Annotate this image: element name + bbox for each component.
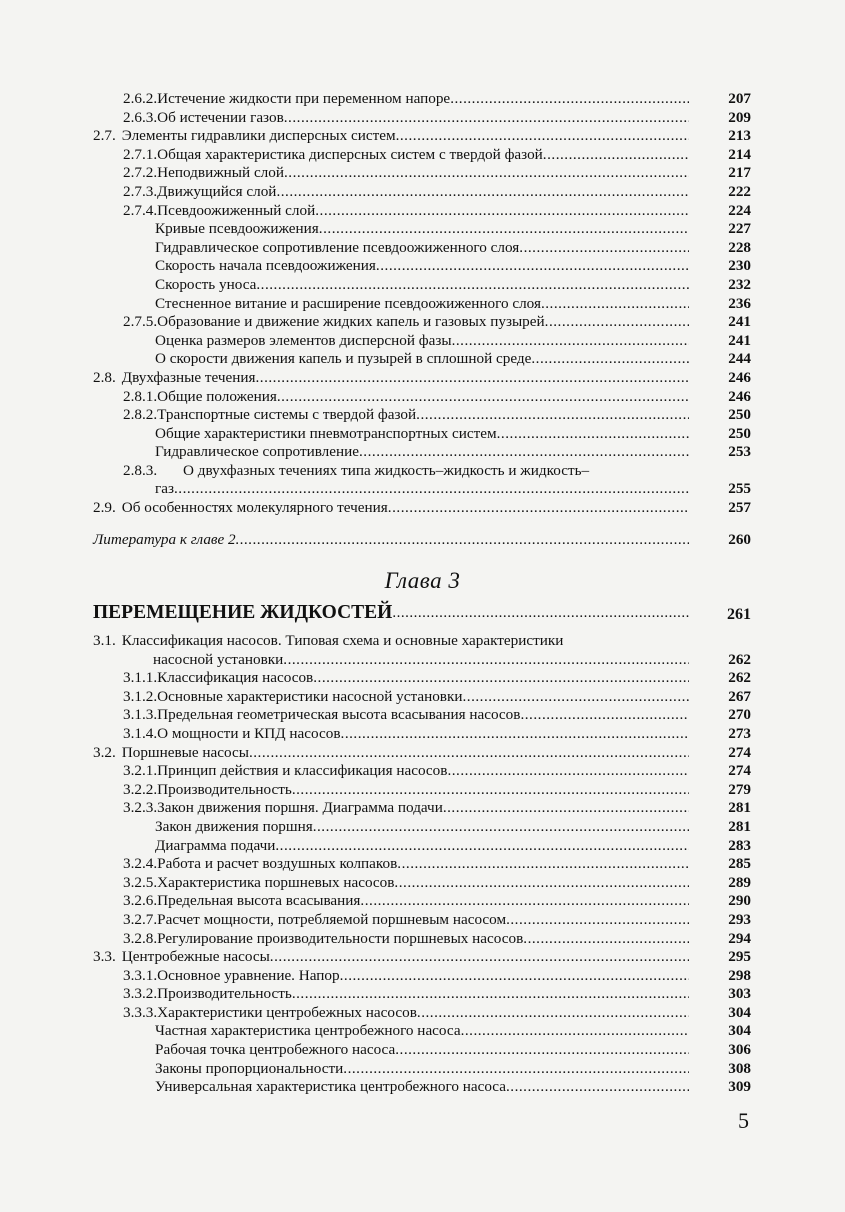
toc-entry-title: Основные характеристики насосной установки: [157, 687, 463, 705]
toc-entry-number: 2.7.3.: [123, 182, 158, 200]
toc-entry-title: насосной установки: [153, 650, 284, 668]
toc-entry-title: Частная характеристика центробежного насоса: [155, 1022, 461, 1040]
toc-entry-number: 3.1.3.: [123, 706, 158, 724]
toc-entry-number: 3.2.8.: [123, 929, 158, 947]
toc-entry[interactable]: [93, 930, 753, 949]
toc-entry-page: 273: [728, 724, 751, 742]
toc-entry[interactable]: [93, 799, 753, 818]
toc-entry[interactable]: [93, 109, 753, 128]
toc-entry-page: 309: [728, 1078, 751, 1096]
toc-entry-title: Производительность: [157, 780, 292, 798]
toc-entry-title: Движущийся слой: [157, 182, 277, 200]
toc-entry[interactable]: [93, 127, 753, 146]
toc-entry[interactable]: [93, 1060, 753, 1079]
leader-dots: [340, 967, 689, 986]
toc-entry-title: Гидравлическое сопротивление: [155, 443, 359, 461]
toc-entry[interactable]: [93, 1078, 753, 1097]
toc-entry-page: 308: [728, 1059, 751, 1077]
toc-entry-number: 3.2.3.: [123, 799, 158, 817]
toc-entry[interactable]: [93, 1004, 753, 1023]
toc-entry-number: 3.2.1.: [123, 762, 158, 780]
leader-dots: [174, 480, 689, 499]
toc-entry[interactable]: [93, 276, 753, 295]
toc-entry-page: 262: [728, 650, 751, 668]
toc-entry-number: 3.2.4.: [123, 855, 158, 873]
leader-dots: [461, 1022, 689, 1041]
toc-entry-page: 228: [728, 238, 751, 256]
toc-entry-title: Кривые псевдоожижения: [155, 220, 319, 238]
toc-entry-page: 230: [728, 257, 751, 275]
toc-entry-title: Образование и движение жидких капель и газовых пузырей: [157, 313, 545, 331]
leader-dots: [270, 948, 689, 967]
leader-dots: [388, 499, 689, 518]
toc-entry-title: Расчет мощности, потребляемой поршневым насосом: [157, 910, 507, 928]
toc-entry-page: 304: [728, 1022, 751, 1040]
leader-dots: [497, 425, 689, 444]
toc-entry[interactable]: [93, 651, 753, 670]
toc-entry-page: 250: [728, 406, 751, 424]
toc-entry[interactable]: [93, 967, 753, 986]
toc-entry-number: 2.7.1.: [123, 145, 158, 163]
toc-entry-title: Общие характеристики пневмотранспортных систем: [155, 424, 497, 442]
leader-dots: [319, 220, 689, 239]
toc-top: [93, 90, 753, 518]
toc-entry[interactable]: [93, 462, 753, 481]
literature-page: 260: [728, 531, 751, 548]
toc-entry-page: 257: [728, 499, 751, 517]
toc-entry-number: 3.3.2.: [123, 985, 158, 1003]
leader-dots: [343, 1060, 689, 1079]
toc-entry-page: 232: [728, 275, 751, 293]
section-heading[interactable]: [93, 600, 753, 626]
toc-entry-title: Об истечении газов: [157, 108, 284, 126]
toc-entry-page: 217: [728, 164, 751, 182]
leader-dots: [341, 725, 689, 744]
toc-entry-page: 253: [728, 443, 751, 461]
toc-entry-title: Общая характеристика дисперсных систем с твердой фазой: [157, 145, 543, 163]
toc-entry-title: Псевдоожиженный слой: [157, 201, 316, 219]
toc-entry[interactable]: [93, 480, 753, 499]
toc-entry-title: Характеристика поршневых насосов: [157, 873, 395, 891]
toc-entry[interactable]: [93, 855, 753, 874]
leader-dots: [359, 443, 689, 462]
toc-entry[interactable]: [93, 350, 753, 369]
toc-entry-page: 262: [728, 669, 751, 687]
leader-dots: [450, 90, 689, 109]
toc-entry-title: Центробежные насосы: [121, 948, 270, 966]
toc-entry-title: Диаграмма подачи: [155, 836, 276, 854]
toc-entry-title: Закон движения поршня: [155, 817, 313, 835]
toc-entry[interactable]: [93, 892, 753, 911]
toc-entry-page: 250: [728, 424, 751, 442]
toc-entry[interactable]: [93, 220, 753, 239]
toc-entry-number: 3.1.4.: [123, 724, 158, 742]
toc-entry-title: Поршневые насосы: [121, 743, 249, 761]
toc-entry[interactable]: [93, 1022, 753, 1041]
toc-entry-number: 3.3.: [93, 948, 116, 966]
toc-entry[interactable]: [93, 332, 753, 351]
toc-entry-title: Законы пропорциональности: [155, 1059, 344, 1077]
toc-entry-title: Принцип действия и классификация насосов: [157, 762, 448, 780]
toc-entry-number: 3.2.2.: [123, 780, 158, 798]
leader-dots: [417, 1004, 689, 1023]
toc-entry-number: 3.3.1.: [123, 966, 158, 984]
toc-entry-title: Регулирование производительности поршневых насосов: [157, 929, 524, 947]
leader-dots: [543, 146, 689, 165]
toc-entry[interactable]: [93, 146, 753, 165]
toc-entry[interactable]: [93, 837, 753, 856]
toc-entry-page: 267: [728, 687, 751, 705]
toc-entry[interactable]: [93, 425, 753, 444]
toc-entry-title: Рабочая точка центробежного насоса: [155, 1041, 396, 1059]
toc-entry[interactable]: [93, 406, 753, 425]
leader-dots: [520, 706, 689, 725]
toc-entry-number: 2.7.2.: [123, 164, 158, 182]
toc-entry-page: 227: [728, 220, 751, 238]
toc-entry-page: 306: [728, 1041, 751, 1059]
leader-dots: [531, 350, 689, 369]
toc-entry-page: 298: [728, 966, 751, 984]
toc-entry[interactable]: [93, 295, 753, 314]
toc-entry-title: Закон движения поршня. Диаграмма подачи: [157, 799, 443, 817]
toc-entry-number: 2.7.5.: [123, 313, 158, 331]
leader-dots: [284, 109, 689, 128]
toc-entry[interactable]: [93, 369, 753, 388]
leader-dots: [396, 127, 689, 146]
toc-entry-title: Об особенностях молекулярного течения: [121, 499, 388, 517]
section-page: 261: [727, 606, 751, 623]
toc-entry-title: Скорость начала псевдоожижения: [155, 257, 376, 275]
toc-entry-number: 3.1.2.: [123, 687, 158, 705]
toc-entry[interactable]: [93, 725, 753, 744]
toc-entry-title: Классификация насосов: [157, 669, 314, 687]
toc-entry-number: 2.6.3.: [123, 108, 158, 126]
toc-entry[interactable]: [93, 239, 753, 258]
leader-dots: [541, 295, 689, 314]
toc-bottom: [93, 632, 753, 1097]
page-number: 5: [738, 1108, 749, 1133]
leader-dots: [447, 762, 689, 781]
toc-entry-title: Универсальная характеристика центробежного насоса: [155, 1078, 506, 1096]
toc-entry-page: 236: [728, 294, 751, 312]
leader-dots: [452, 332, 689, 351]
toc-entry-page: 207: [728, 90, 751, 107]
toc-entry[interactable]: [93, 202, 753, 221]
toc-entry-page: 295: [728, 948, 751, 966]
chapter-heading: Глава 3: [384, 568, 461, 593]
leader-dots: [462, 688, 689, 707]
toc-entry-page: 281: [728, 817, 751, 835]
toc-entry-title: Транспортные системы с твердой фазой: [157, 406, 417, 424]
toc-entry[interactable]: [93, 90, 753, 109]
toc-entry[interactable]: [93, 313, 753, 332]
toc-entry[interactable]: [93, 388, 753, 407]
leader-dots: [313, 818, 689, 837]
leader-dots: [275, 837, 689, 856]
toc-entry-page: 255: [728, 480, 751, 498]
literature-entry[interactable]: [93, 531, 753, 550]
toc-entry[interactable]: [93, 669, 753, 688]
toc-entry-title: Истечение жидкости при переменном напоре: [157, 90, 451, 107]
leader-dots: [292, 781, 689, 800]
toc-entry[interactable]: [93, 874, 753, 893]
toc-entry-page: 283: [728, 836, 751, 854]
toc-entry[interactable]: [93, 632, 753, 651]
toc-entry[interactable]: [93, 985, 753, 1004]
toc-entry-number: 2.8.: [93, 368, 116, 386]
toc-entry[interactable]: [93, 164, 753, 183]
toc-entry[interactable]: [93, 1041, 753, 1060]
toc-entry-number: 3.1.: [93, 632, 116, 649]
toc-entry[interactable]: [93, 706, 753, 725]
toc-entry-title: Классификация насосов. Типовая схема и основные характеристики: [121, 632, 564, 649]
leader-dots: [519, 239, 689, 258]
toc-entry-page: 246: [728, 387, 751, 405]
toc-entry[interactable]: [93, 762, 753, 781]
toc-entry-title: Гидравлическое сопротивление псевдоожиженного слоя: [155, 238, 520, 256]
leader-dots: [416, 406, 689, 425]
toc-entry-page: 290: [728, 892, 751, 910]
toc-entry-title: О двухфазных течениях типа жидкость–жидкость и жидкость–: [183, 461, 590, 479]
toc-entry-page: 209: [728, 108, 751, 126]
leader-dots: [283, 651, 689, 670]
toc-entry-page: 246: [728, 368, 751, 386]
toc-entry-title: О скорости движения капель и пузырей в сплошной среде: [155, 350, 532, 368]
leader-dots: [506, 911, 689, 930]
toc-entry-title: Элементы гидравлики дисперсных систем: [121, 127, 396, 145]
toc-entry-page: 274: [728, 743, 751, 761]
toc-entry[interactable]: [93, 443, 753, 462]
toc-entry[interactable]: [93, 744, 753, 763]
toc-entry-title: Производительность: [157, 985, 292, 1003]
toc-entry-page: 241: [728, 331, 751, 349]
toc-entry-number: 3.3.3.: [123, 1003, 158, 1021]
toc-entry-title: Характеристики центробежных насосов: [157, 1003, 417, 1021]
toc-entry-number: 2.7.: [93, 127, 116, 145]
toc-entry-title: газ: [155, 480, 174, 498]
toc-entry-title: Неподвижный слой: [157, 164, 284, 182]
toc-entry-title: Работа и расчет воздушных колпаков: [157, 855, 398, 873]
toc-entry[interactable]: [93, 183, 753, 202]
toc-entry-page: 293: [728, 910, 751, 928]
toc-entry[interactable]: [93, 499, 753, 518]
leader-dots: [443, 799, 689, 818]
toc-entry-page: 222: [728, 182, 751, 200]
toc-entry-title: Общие положения: [157, 387, 277, 405]
toc-entry-title: Оценка размеров элементов дисперсной фазы: [155, 331, 452, 349]
toc-entry-number: 2.8.2.: [123, 406, 158, 424]
leader-dots: [395, 1041, 689, 1060]
toc-entry-page: 241: [728, 313, 751, 331]
toc-entry[interactable]: [93, 948, 753, 967]
toc-entry-page: 244: [728, 350, 751, 368]
toc-entry-number: 3.1.1.: [123, 669, 158, 687]
toc-entry-number: 3.2.: [93, 743, 116, 761]
toc-entry-page: 304: [728, 1003, 751, 1021]
leader-dots: [506, 1078, 689, 1097]
leader-dots: [292, 985, 689, 1004]
leader-dots: [394, 874, 689, 893]
leader-dots: [284, 164, 689, 183]
toc-entry-page: 294: [728, 929, 751, 947]
leader-dots: [315, 202, 689, 221]
toc-entry-number: 2.8.3.: [123, 461, 158, 479]
toc-entry-page: 281: [728, 799, 751, 817]
toc-entry-number: 2.8.1.: [123, 387, 158, 405]
leader-dots: [397, 855, 689, 874]
leader-dots: [276, 183, 689, 202]
toc-entry-page: 285: [728, 855, 751, 873]
literature-title: Литература к главе 2: [93, 531, 236, 548]
leader-dots: [360, 892, 689, 911]
toc-entry-number: 3.2.6.: [123, 892, 158, 910]
toc-entry-title: Стесненное витание и расширение псевдоожиженного слоя: [155, 294, 541, 312]
toc-entry-number: 2.9.: [93, 499, 116, 517]
toc-entry[interactable]: [93, 781, 753, 800]
toc-entry-page: 213: [728, 127, 751, 145]
leader-dots: [545, 313, 689, 332]
toc-entry-title: Скорость уноса: [155, 275, 257, 293]
leader-dots: [376, 257, 689, 276]
toc-entry-title: Двухфазные течения: [121, 368, 256, 386]
toc-entry-number: 3.2.5.: [123, 873, 158, 891]
toc-entry-number: 3.2.7.: [123, 910, 158, 928]
toc-entry-page: 274: [728, 762, 751, 780]
toc-entry-page: 270: [728, 706, 751, 724]
toc-entry-page: 214: [728, 145, 751, 163]
leader-dots: [249, 744, 689, 763]
toc-entry-number: 2.6.2.: [123, 90, 158, 107]
leader-dots: [277, 388, 689, 407]
toc-entry-title: Предельная геометрическая высота всасывания насосов: [157, 706, 521, 724]
leader-dots: [256, 276, 689, 295]
leader-dots: [313, 669, 689, 688]
toc-entry[interactable]: [93, 688, 753, 707]
toc-entry-title: Основное уравнение. Напор: [157, 966, 340, 984]
toc-entry-page: 279: [728, 780, 751, 798]
toc-entry-page: 303: [728, 985, 751, 1003]
toc-entry[interactable]: [93, 257, 753, 276]
leader-dots: [523, 930, 689, 949]
toc-entry-page: 224: [728, 201, 751, 219]
toc-entry-page: 289: [728, 873, 751, 891]
toc-entry-title: Предельная высота всасывания: [157, 892, 361, 910]
toc-entry[interactable]: [93, 911, 753, 930]
toc-entry-number: 2.7.4.: [123, 201, 158, 219]
section-title: ПЕРЕМЕЩЕНИЕ ЖИДКОСТЕЙ: [93, 602, 393, 623]
leader-dots: [255, 369, 689, 388]
toc-entry-title: О мощности и КПД насосов: [157, 724, 341, 742]
toc-entry[interactable]: [93, 818, 753, 837]
